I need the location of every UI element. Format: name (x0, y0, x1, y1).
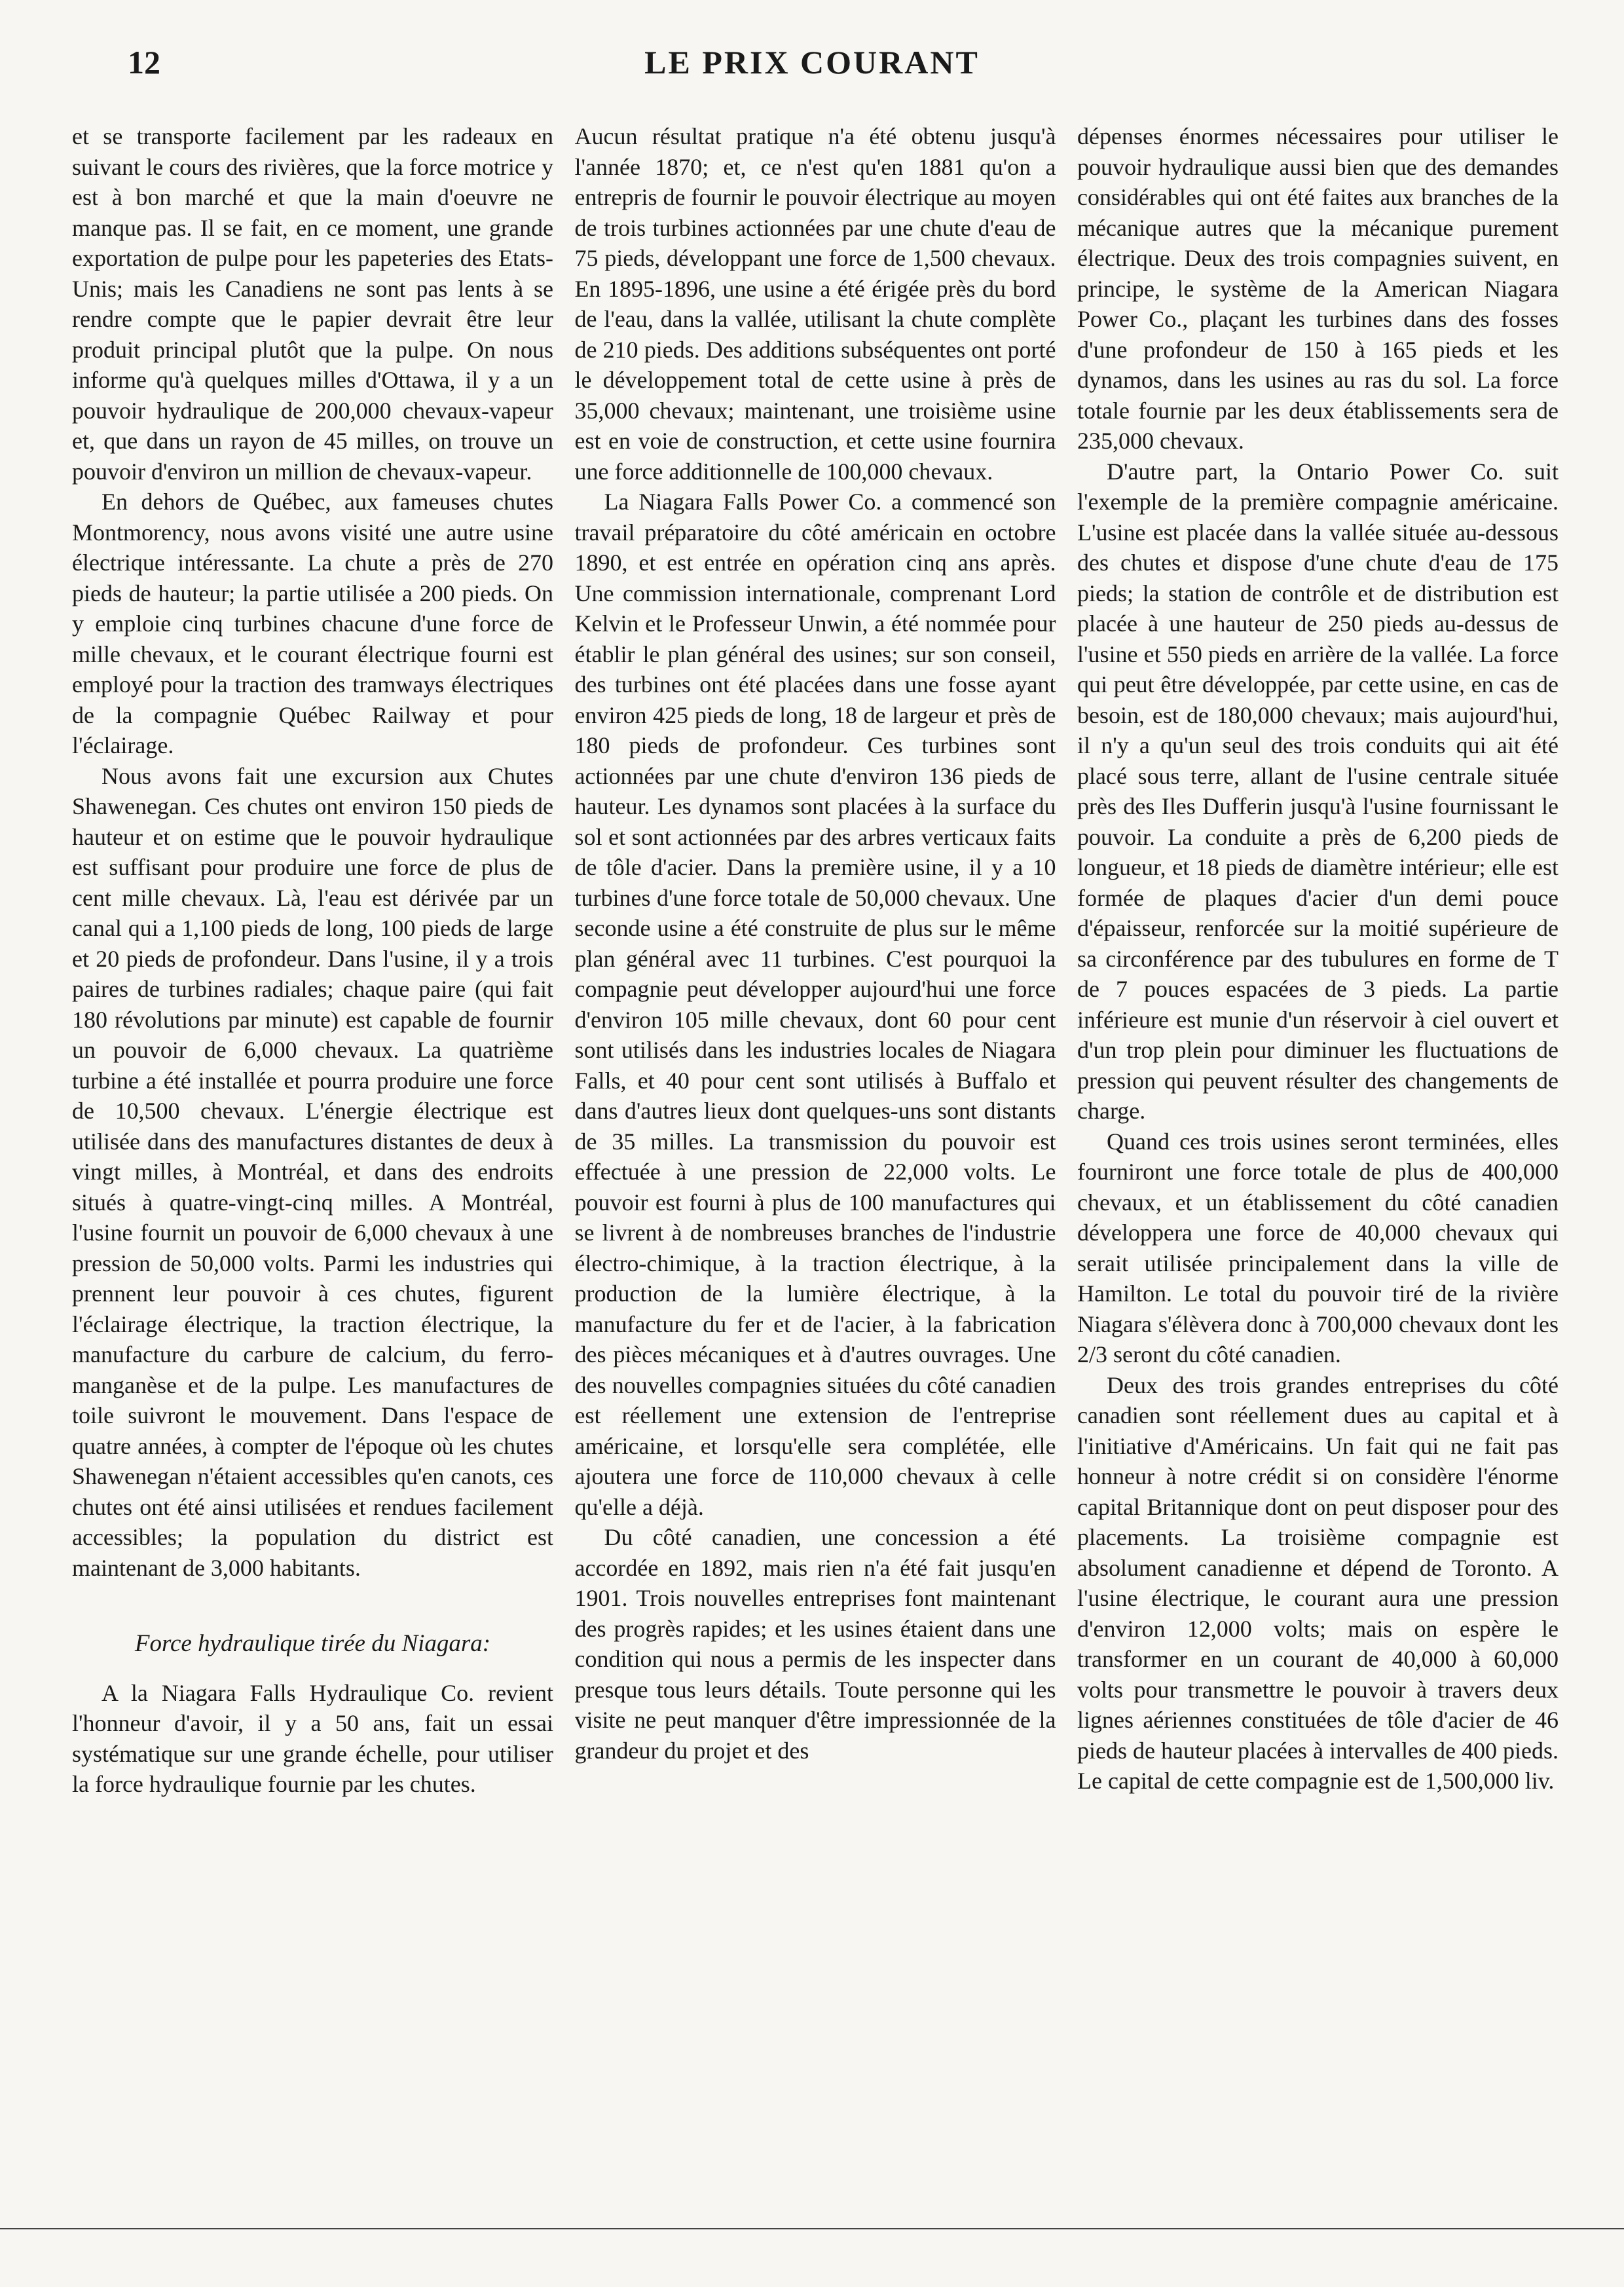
bottom-rule (0, 2228, 1624, 2229)
column-middle (575, 121, 1056, 2237)
paragraph: D'autre part, la Ontario Power Co. suit l'exemple de la première compagnie américaine. L'usine est placée dans la vallée située au-dessous des chutes et dispose d'une chute d'eau de 175 pieds; la station de contrôle et de distribution est placée à une hauteur de 250 pieds au-dessus de l'usine et 550 pieds en arrière de la vallée. La force qui peut être développée, par cette usine, en cas de besoin, est de 180,000 chevaux; mais aujourd'hui, il n'y a qu'un seul des trois conduits qui ait été placé sous terre, allant de l'usine centrale située près des Iles Dufferin jusqu'à l'usine fournissant le pouvoir. La conduite a près de 6,200 pieds de longueur, et 18 pieds de diamètre intérieur; elle est formée de plaques d'acier d'un demi pouce d'épaisseur, renforcée sur la moitié supérieure de sa circonférence par des tubulures en forme de T de 7 pouces espacées de 3 pieds. La partie inférieure est munie d'un réservoir à ciel ouvert et d'un trop plein pour diminuer les fluctuations de pression qui peuvent résulter des changements de charge. (1077, 458, 1559, 1124)
paragraph: Du côté canadien, une concession a été accordée en 1892, mais rien n'a été fait jusqu'en 1901. Trois nouvelles entreprises font maintenant des progrès rapides; et les usines étaient dans une condition qui nous a permis de les inspecter dans presque tous leurs détails. Toute personne qui les visite ne peut manquer d'être impressionnée de la grandeur du projet et des (574, 1524, 1056, 1764)
paragraph: Quand ces trois usines seront terminées, elles fourniront une force totale de plus de 400,000 chevaux, et un établissement du côté canadien développera une force de 40,000 chevaux qui serait utilisée principalement dans la ville de Hamilton. Le total du pouvoir tiré de la rivière Niagara s'élèvera donc à 700,000 chevaux dont les 2/3 seront du côté canadien. (1077, 1128, 1559, 1367)
paragraph: La Niagara Falls Power Co. a commencé son travail préparatoire du côté américain en octobre 1890, et est entrée en opération cinq ans après. Une commission internationale, comprenant Lord Kelvin et le Professeur Unwin, a été nommée pour établir le plan général des usines; sur son conseil, des turbines ont été placées dans une fosse ayant environ 425 pieds de long, 18 de largeur et près de 180 pieds de profondeur. Ces turbines sont actionnées par une chute d'environ 136 pieds de hauteur. Les dynamos sont placées à la surface du sol et sont actionnées par des arbres verticaux faits de tôle d'acier. Dans la première usine, il y a 10 turbines d'une force totale de 50,000 chevaux. Une seconde usine a été construite de plus sur le même plan général avec 11 turbines. C'est pourquoi la compagnie peut développer aujourd'hui une force d'environ 105 mille chevaux, dont 60 pour cent sont utilisés dans les industries locales de Niagara Falls, et 40 pour cent sont utilisés à Buffalo et dans d'autres lieux dont quelques-uns sont distants de 35 milles. La transmission du pouvoir est effectuée à une pression de 22,000 volts. Le pouvoir est fourni à plus de 100 manufactures qui se livrent à de nombreuses branches de l'industrie électro-chimique, à la traction électrique, à la production de la lumière électrique, à la manufacture du fer et de l'acier, à la fabrication des pièces mécaniques et à d'autres ouvrages. Une des nouvelles compagnies situées du côté canadien est réellement une extension de l'entreprise américaine, et lorsqu'elle sera complétée, elle ajoutera une force de 110,000 chevaux à celle qu'elle a déjà. (574, 489, 1056, 1520)
article-columns (72, 121, 1559, 2237)
column-left (72, 121, 553, 2237)
paragraph: En dehors de Québec, aux fameuses chutes Montmorency, nous avons visité une autre usine électrique intéressante. La chute a près de 270 pieds de hauteur; la partie utilisée a 200 pieds. On y emploie cinq turbines chacune d'une force de mille chevaux, et le courant électrique fourni est employé pour la traction des tramways électriques de la compagnie Québec Railway et pour l'éclairage. (72, 489, 553, 758)
paragraph: Deux des trois grandes entreprises du côté canadien sont réellement dues au capital et à l'initiative d'Américains. Un fait qui ne fait pas honneur à notre crédit si on considère l'énorme capital Britannique dont on peut disposer pour des placements. La troisième compagnie est absolument canadienne et dépend de Toronto. A l'usine électrique, le courant aura une pression d'environ 12,000 volts; mais on espère le transformer en un courant de 40,000 à 60,000 volts pour transmettre le pouvoir à travers deux lignes aériennes constituées de tôle d'acier de 46 pieds de hauteur placées à intervalles de 400 pieds. Le capital de cette compagnie est de 1,500,000 liv. (1077, 1371, 1559, 1794)
journal-title: LE PRIX COURANT (644, 44, 980, 81)
column-right (1077, 121, 1559, 2237)
paragraph: Aucun résultat pratique n'a été obtenu jusqu'à l'année 1870; et, ce n'est qu'en 1881 qu'on a entrepris de fournir le pouvoir électrique au moyen de trois turbines actionnées par une chute d'eau de 75 pieds, développant une force de 1,500 chevaux. En 1895-1896, une usine a été érigée près du bord de l'eau, dans la vallée, utilisant la chute complète de 210 pieds. Des additions subséquentes ont porté le développement total de cette usine à près de 35,000 chevaux; maintenant, une troisième usine est en voie de construction, et cette usine fournira une force additionnelle de 100,000 chevaux. (574, 123, 1056, 485)
paragraph: Nous avons fait une excursion aux Chutes Shawenegan. Ces chutes ont environ 150 pieds de hauteur et on estime que le pouvoir hydraulique est suffisant pour produire une force de plus de cent mille chevaux. Là, l'eau est dérivée par un canal qui a 1,100 pieds de long, 100 pieds de large et 20 pieds de profondeur. Dans l'usine, il y a trois paires de turbines radiales; chaque paire (qui fait 180 révolutions par minute) est capable de fournir un pouvoir de 6,000 chevaux. La quatrième turbine a été installée et pourra produire une force de 10,500 chevaux. L'énergie électrique est utilisée dans des manufactures distantes de deux à vingt milles, à Montréal, et dans des endroits situés à quatre-vingt-cinq milles. A Montréal, l'usine fournit un pouvoir de 6,000 chevaux à une pression de 50,000 volts. Parmi les industries qui prennent leur pouvoir à ces chutes, figurent l'éclairage électrique, la traction électrique, la manufacture du carbure de calcium, du ferro-manganèse et de la pulpe. Les manufactures de toile suivront le mouvement. Dans l'espace de quatre années, à compter de l'époque où les chutes Shawenegan n'étaient accessibles qu'en canots, ces chutes ont été ainsi utilisées et rendues facilement accessibles; la population du district est maintenant de 3,000 habitants. (72, 762, 553, 1581)
page-header (0, 39, 1624, 92)
page-number: 12 (128, 44, 160, 81)
paragraph: dépenses énormes nécessaires pour utiliser le pouvoir hydraulique aussi bien que des demandes considérables qui ont été faites aux branches de la mécanique autres que la mécanique purement électrique. Deux des trois compagnies suivent, en principe, le système de la American Niagara Power Co., plaçant les turbines dans des fosses d'une profondeur de 150 à 165 pieds et les dynamos, dans les usines au ras du sol. La force totale fournie par les deux établissements sera de 235,000 chevaux. (1077, 123, 1559, 454)
paragraph: et se transporte facilement par les radeaux en suivant le cours des rivières, que la force motrice y est à bon marché et que la main d'oeuvre ne manque pas. Il se fait, en ce moment, une grande exportation de pulpe pour les papeteries des Etats-Unis; mais les Canadiens ne sont pas lents à se rendre compte que le papier devrait être leur produit principal plutôt que la pulpe. On nous informe qu'à quelques milles d'Ottawa, il y a un pouvoir hydraulique de 200,000 chevaux-vapeur et, que dans un rayon de 45 milles, on trouve un pouvoir d'environ un million de chevaux-vapeur. (72, 123, 553, 485)
paragraph: A la Niagara Falls Hydraulique Co. revient l'honneur d'avoir, il y a 50 ans, fait un essai systématique sur une grande échelle, pour utiliser la force hydraulique fournie par les chutes. (72, 1679, 553, 1797)
section-heading: Force hydraulique tirée du Niagara: (134, 1630, 491, 1657)
